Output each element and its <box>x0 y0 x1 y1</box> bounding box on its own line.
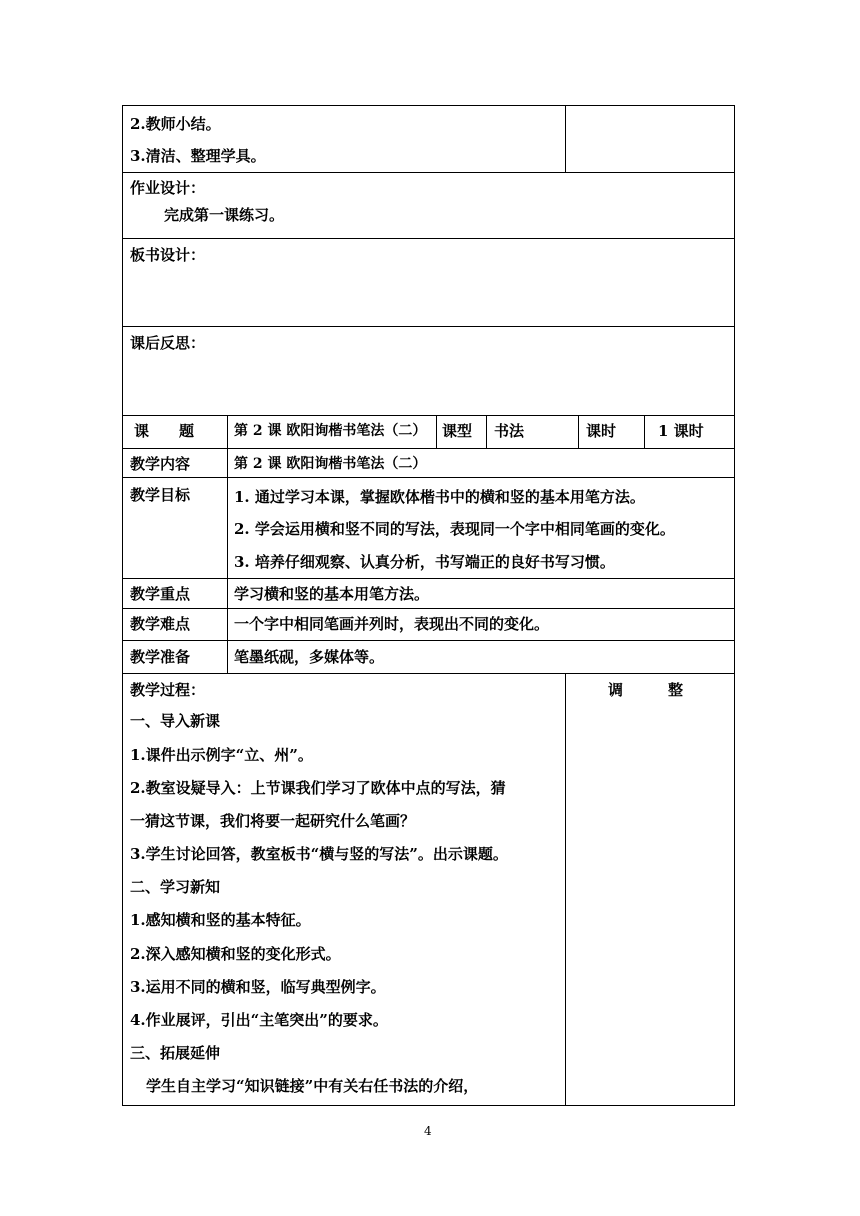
homework-content: 完成第一课练习。 <box>164 206 285 224</box>
process-line: 1.课件出示例字“立、州”。 <box>130 746 313 764</box>
summary-line-teacher: 2.教师小结。 <box>130 115 221 133</box>
hours-label: 课时 <box>586 422 617 440</box>
process-line: 2.教室设疑导入：上节课我们学习了欧体中点的写法，猜 <box>130 779 506 797</box>
key-label: 教学重点 <box>130 585 191 603</box>
board-design-label: 板书设计： <box>130 246 206 264</box>
reflection-label: 课后反思： <box>130 334 206 352</box>
content-label: 教学内容 <box>130 455 191 473</box>
content-value: 第 2 课 欧阳询楷书笔法（二） <box>234 456 427 472</box>
process-line: 3.学生讨论回答，教室板书“横与竖的写法”。出示课题。 <box>130 845 508 863</box>
prep-label: 教学准备 <box>130 648 191 666</box>
adjust-label: 调 整 <box>608 681 684 699</box>
page-number: 4 <box>424 1124 432 1138</box>
goal-item: 2. 学会运用横和竖不同的写法，表现同一个字中相同笔画的变化。 <box>234 520 675 538</box>
difficulty-value: 一个字中相同笔画并列时，表现出不同的变化。 <box>234 615 550 633</box>
process-line: 2.深入感知横和竖的变化形式。 <box>130 945 341 963</box>
process-line: 二、学习新知 <box>130 878 221 896</box>
process-line: 3.运用不同的横和竖，临写典型例字。 <box>130 978 386 996</box>
summary-line-clean: 3.清洁、整理学具。 <box>130 147 266 165</box>
homework-label: 作业设计： <box>130 179 206 197</box>
prep-value: 笔墨纸砚，多媒体等。 <box>234 648 385 666</box>
goal-item: 3. 培养仔细观察、认真分析，书写端正的良好书写习惯。 <box>234 553 615 571</box>
process-label: 教学过程： <box>130 681 206 699</box>
process-line: 4.作业展评，引出“主笔突出”的要求。 <box>130 1011 388 1029</box>
difficulty-label: 教学难点 <box>130 615 191 633</box>
type-value: 书法 <box>494 422 525 440</box>
process-line: 三、拓展延伸 <box>130 1044 221 1062</box>
goals-label: 教学目标 <box>130 486 191 504</box>
process-line: 一猜这节课，我们将要一起研究什么笔画？ <box>130 812 416 830</box>
hours-value: 1 课时 <box>658 422 704 440</box>
goal-item: 1. 通过学习本课，掌握欧体楷书中的横和竖的基本用笔方法。 <box>234 488 645 506</box>
type-label: 课型 <box>442 422 473 440</box>
process-line: 1.感知横和竖的基本特征。 <box>130 911 311 929</box>
topic-label: 课 题 <box>134 422 195 440</box>
process-line: 学生自主学习“知识链接”中有关右任书法的介绍， <box>146 1077 479 1095</box>
key-value: 学习横和竖的基本用笔方法。 <box>234 585 430 603</box>
topic-value: 第 2 课 欧阳询楷书笔法（二） <box>234 423 427 439</box>
process-line: 一、导入新课 <box>130 712 221 730</box>
